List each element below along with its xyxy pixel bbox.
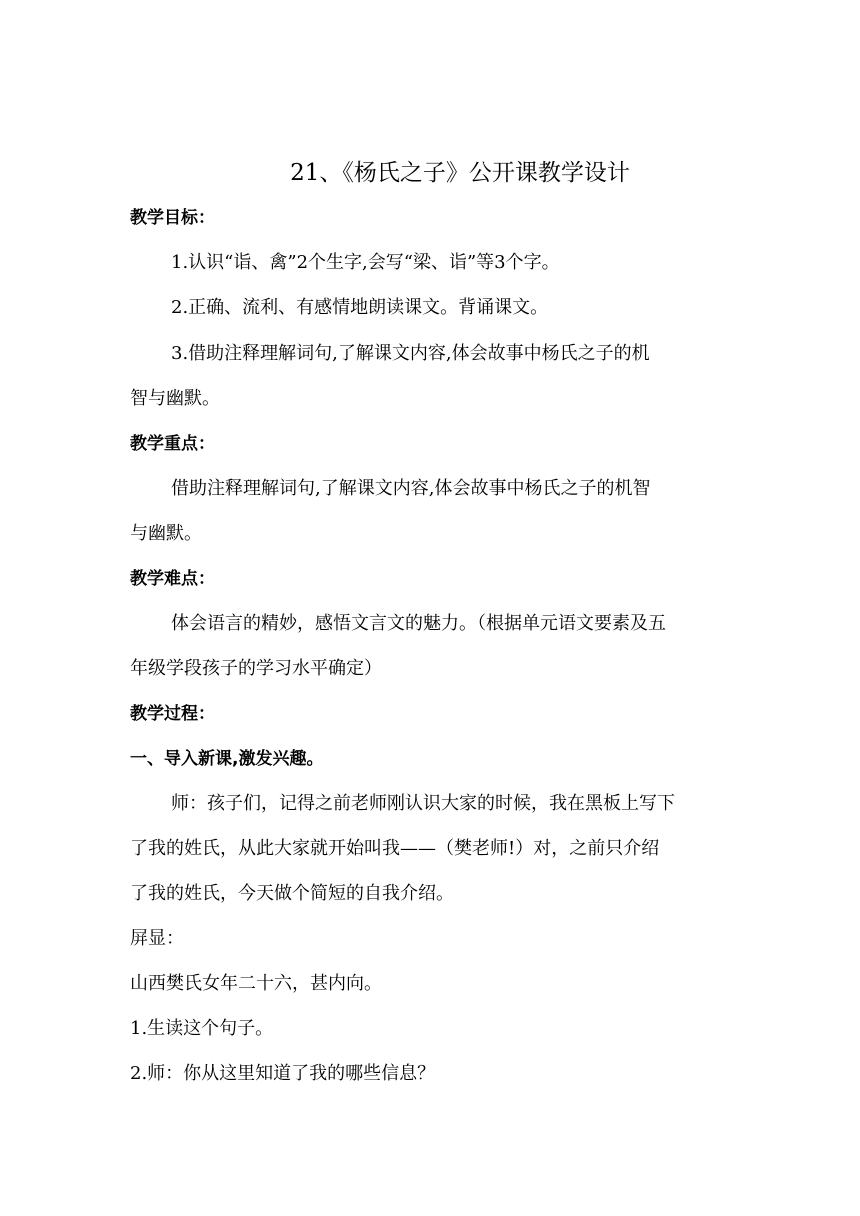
difficulties-heading: 教学难点： — [130, 569, 215, 589]
objectives-heading: 教学目标： — [130, 208, 215, 228]
objective-1: 1.认识“诣、禽”2个生字,会写“梁、诣”等3个字。 — [171, 252, 560, 273]
difficulties-line-1: 体会语言的精妙，感悟文言文的魅力。（根据单元语文要素及五 — [171, 613, 666, 634]
page-title: 21、《杨氏之子》公开课教学设计 — [290, 160, 630, 186]
teacher-line-1: 师：孩子们，记得之前老师刚认识大家的时候，我在黑板上写下 — [171, 793, 675, 814]
screen-label: 屏显： — [130, 928, 184, 949]
step-1-heading: 一、导入新课,激发兴趣。 — [130, 749, 324, 769]
key-points-line-1: 借助注释理解词句,了解课文内容,体会故事中杨氏之子的机智 — [171, 478, 651, 499]
key-points-heading: 教学重点： — [130, 434, 215, 454]
objective-3-line-2: 智与幽默。 — [130, 388, 220, 409]
process-heading: 教学过程： — [130, 704, 215, 724]
objective-3-line-1: 3.借助注释理解词句,了解课文内容,体会故事中杨氏之子的机 — [171, 343, 650, 364]
teacher-line-3: 了我的姓氏，今天做个简短的自我介绍。 — [130, 883, 454, 904]
task-1: 1.生读这个句子。 — [130, 1018, 274, 1039]
key-points-line-2: 与幽默。 — [130, 523, 202, 544]
screen-text: 山西樊氏女年二十六，甚内向。 — [130, 973, 382, 994]
objective-2: 2.正确、流利、有感情地朗读课文。背诵课文。 — [171, 297, 549, 318]
task-2: 2.师：你从这里知道了我的哪些信息？ — [130, 1063, 436, 1084]
teacher-line-2: 了我的姓氏，从此大家就开始叫我——（樊老师!）对，之前只介绍 — [130, 838, 660, 859]
difficulties-line-2: 年级学段孩子的学习水平确定） — [130, 658, 382, 679]
